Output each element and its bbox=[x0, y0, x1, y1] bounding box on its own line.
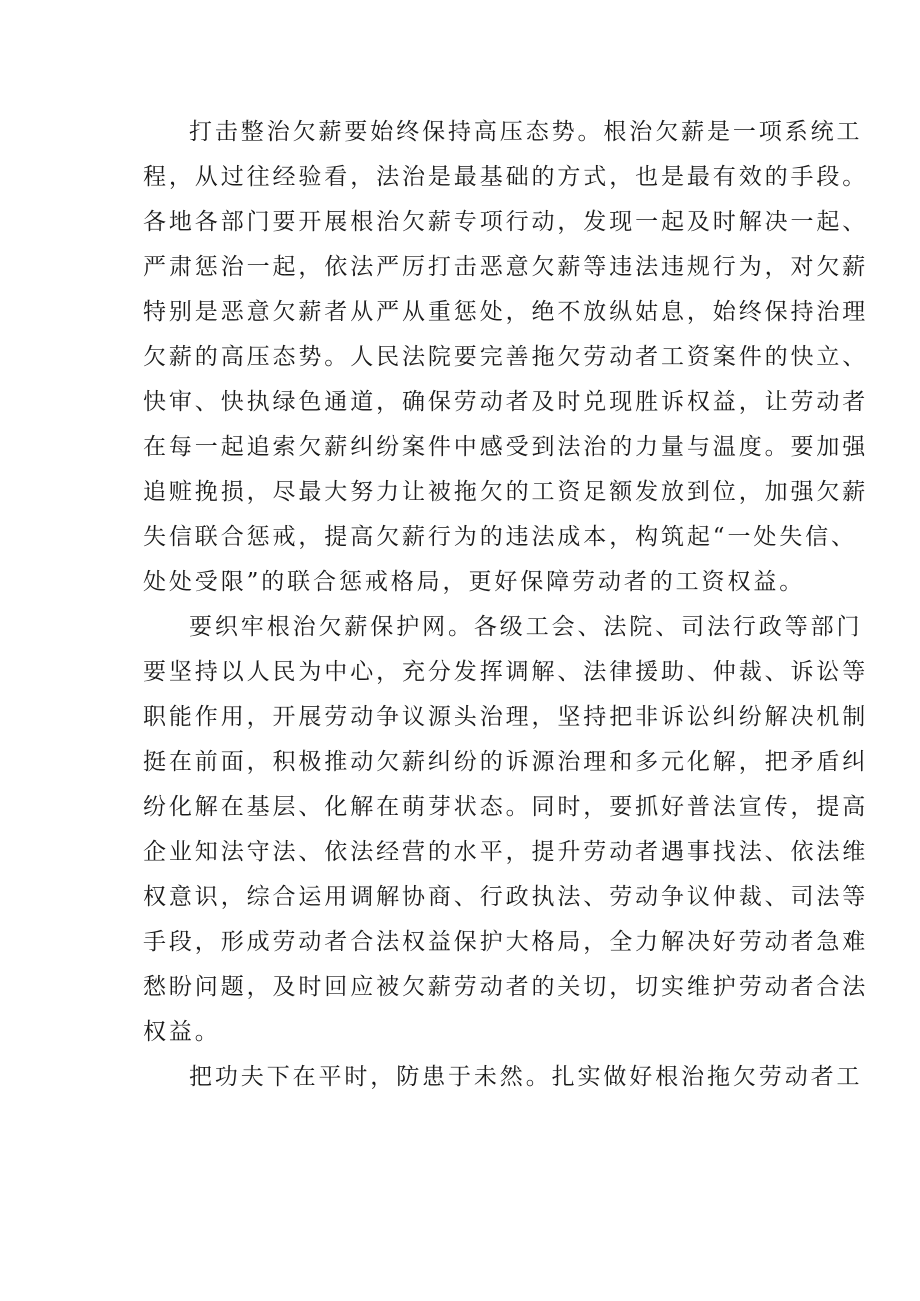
paragraph-2-line-9: 愁盼问题，及时回应被欠薪劳动者的关切，切实维护劳动者合法 bbox=[143, 974, 869, 1000]
paragraph-1-line-6: 欠薪的高压态势。人民法院要完善拖欠劳动者工资案件的快立、 bbox=[143, 344, 869, 370]
paragraph-1-line-9: 追赃挽损，尽最大努力让被拖欠的工资足额发放到位，加强欠薪 bbox=[143, 479, 869, 505]
paragraph-2-line-3: 职能作用，开展劳动争议源头治理，坚持把非诉讼纠纷解决机制 bbox=[143, 704, 869, 730]
paragraph-1-line-1: 打击整治欠薪要始终保持高压态势。根治欠薪是一项系统工 bbox=[189, 119, 863, 145]
paragraph-1-line-5: 特别是恶意欠薪者从严从重惩处，绝不放纵姑息，始终保持治理 bbox=[143, 299, 869, 325]
paragraph-1-line-10: 失信联合惩戒，提高欠薪行为的违法成本，构筑起“一处失信、 bbox=[143, 524, 857, 550]
paragraph-1-line-4: 严肃惩治一起，依法严厉打击恶意欠薪等违法违规行为，对欠薪 bbox=[143, 254, 869, 280]
paragraph-2-line-4: 挺在前面，积极推动欠薪纠纷的诉源治理和多元化解，把矛盾纠 bbox=[143, 749, 869, 775]
paragraph-2-line-6: 企业知法守法、依法经营的水平，提升劳动者遇事找法、依法维 bbox=[143, 839, 869, 865]
paragraph-2-line-1: 要织牢根治欠薪保护网。各级工会、法院、司法行政等部门 bbox=[189, 614, 863, 640]
paragraph-2-line-2: 要坚持以人民为中心，充分发挥调解、法律援助、仲裁、诉讼等 bbox=[143, 659, 869, 685]
paragraph-3-line-1: 把功夫下在平时，防患于未然。扎实做好根治拖欠劳动者工 bbox=[189, 1064, 863, 1090]
paragraph-2-line-10: 权益。 bbox=[143, 1019, 221, 1045]
paragraph-1-line-11: 处处受限”的联合惩戒格局，更好保障劳动者的工资权益。 bbox=[143, 569, 806, 595]
paragraph-1-line-8: 在每一起追索欠薪纠纷案件中感受到法治的力量与温度。要加强 bbox=[143, 434, 869, 460]
paragraph-1-line-7: 快审、快执绿色通道，确保劳动者及时兑现胜诉权益，让劳动者 bbox=[143, 389, 869, 415]
paragraph-1-line-2: 程，从过往经验看，法治是最基础的方式，也是最有效的手段。 bbox=[143, 164, 869, 190]
paragraph-1-line-3: 各地各部门要开展根治欠薪专项行动，发现一起及时解决一起、 bbox=[143, 209, 869, 235]
paragraph-2-line-8: 手段，形成劳动者合法权益保护大格局，全力解决好劳动者急难 bbox=[143, 929, 869, 955]
paragraph-2-line-7: 权意识，综合运用调解协商、行政执法、劳动争议仲裁、司法等 bbox=[143, 884, 869, 910]
paragraph-2-line-5: 纷化解在基层、化解在萌芽状态。同时，要抓好普法宣传，提高 bbox=[143, 794, 869, 820]
